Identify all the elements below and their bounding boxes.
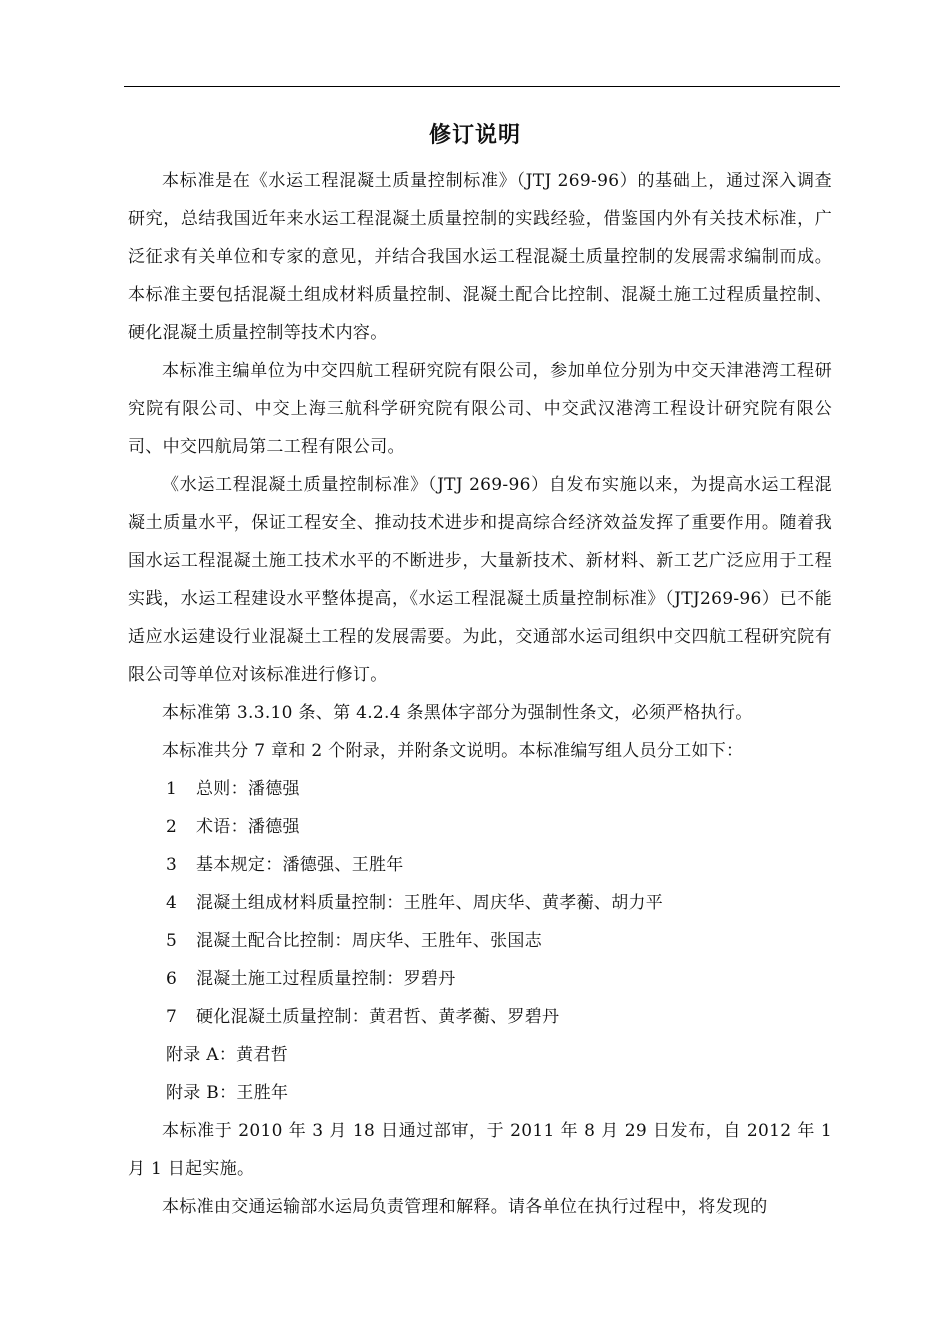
header-rule (124, 86, 840, 87)
paragraph-dates: 本标准于 2010 年 3 月 18 日通过部审，于 2011 年 8 月 29 日发布，自 2012 年 1 月 1 日起实施。 (128, 1121, 832, 1179)
paragraph-basis: 本标准是在《水运工程混凝土质量控制标准》（JTJ 269-96）的基础上，通过深入调查研究，总结我国近年来水运工程混凝土质量控制的实践经验，借鉴国内外有关技术标准，广泛征求有关单位和专家的意见，并结合我国水运工程混凝土质量控制的发展需求编制而成。本标准主要包括混凝土组成材料质量控制、混凝土配合比控制、混凝土施工过程质量控制、硬化混凝土质量控制等技术内容。 (128, 171, 832, 343)
paragraph-structure: 本标准共分 7 章和 2 个附录，并附条文说明。本标准编写组人员分工如下： (162, 741, 744, 761)
appendix-item: 附录 B：王胜年 (166, 1083, 289, 1103)
document-body (128, 162, 832, 1226)
paragraph-mandatory-clauses: 本标准第 3.3.10 条、第 4.2.4 条黑体字部分为强制性条文，必须严格执行。 (162, 703, 753, 723)
paragraph-revision-reason: 《水运工程混凝土质量控制标准》（JTJ 269-96）自发布实施以来，为提高水运工程混凝土质量水平，保证工程安全、推动技术进步和提高综合经济效益发挥了重要作用。随着我国水运工程混凝土施工技术水平的不断进步，大量新技术、新材料、新工艺广泛应用于工程实践，水运工程建设水平整体提高，《水运工程混凝土质量控制标准》（JTJ269-96）已不能适应水运建设行业混凝土工程的发展需要。为此，交通部水运司组织中交四航工程研究院有限公司等单位对该标准进行修订。 (128, 475, 832, 685)
paragraph-editors: 本标准主编单位为中交四航工程研究院有限公司，参加单位分别为中交天津港湾工程研究院有限公司、中交上海三航科学研究院有限公司、中交武汉港湾工程设计研究院有限公司、中交四航局第二工程有限公司。 (128, 361, 832, 457)
page-title: 修订说明 (428, 123, 521, 148)
appendix-item: 附录 A：黄君哲 (166, 1045, 289, 1065)
list-item: 6 混凝土施工过程质量控制：罗碧丹 (166, 969, 456, 989)
list-item: 2 术语：潘德强 (166, 817, 300, 837)
list-item: 7 硬化混凝土质量控制：黄君哲、黄孝蘅、罗碧丹 (166, 1007, 560, 1027)
paragraph-management: 本标准由交通运输部水运局负责管理和解释。请各单位在执行过程中，将发现的 (162, 1197, 768, 1217)
list-item: 4 混凝土组成材料质量控制：王胜年、周庆华、黄孝蘅、胡力平 (166, 893, 664, 913)
list-item: 1 总则：潘德强 (166, 779, 300, 799)
list-item: 3 基本规定：潘德强、王胜年 (166, 855, 404, 875)
list-item: 5 混凝土配合比控制：周庆华、王胜年、张国志 (166, 931, 542, 951)
